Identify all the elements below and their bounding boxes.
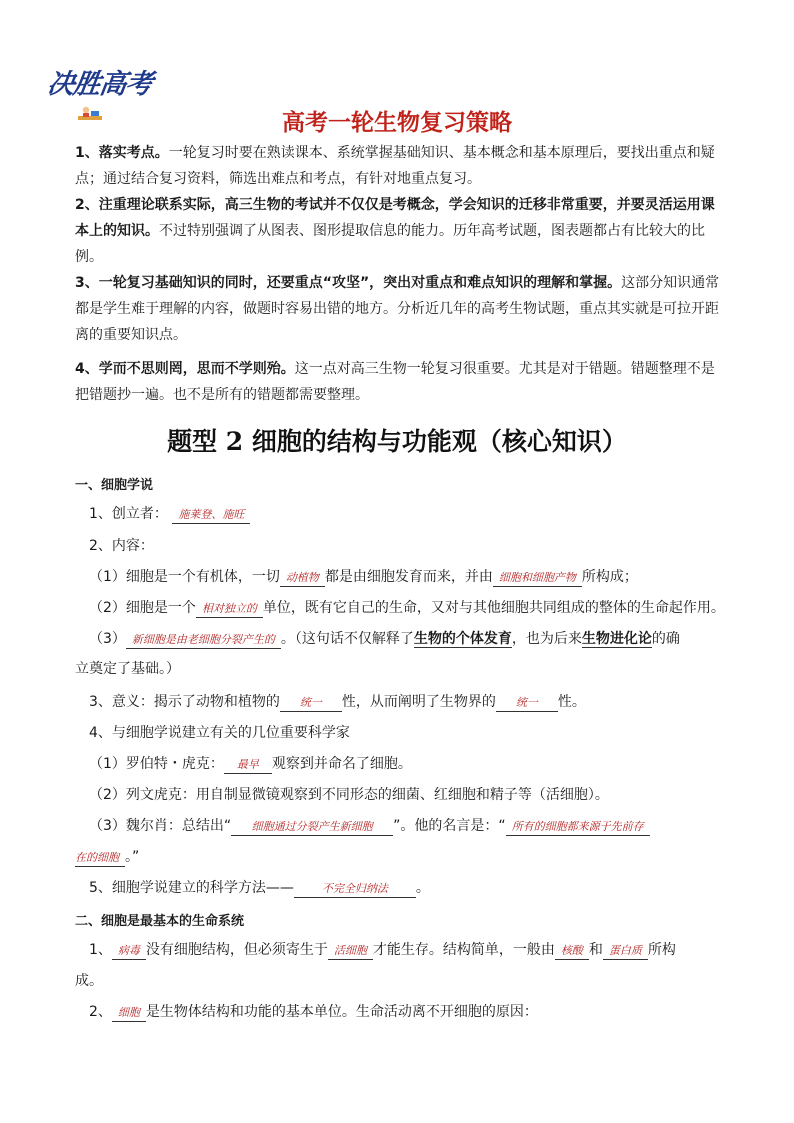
scientists-title: 4、与细胞学说建立有关的几位重要科学家: [89, 725, 350, 741]
scientist-3-cont: [75, 841, 725, 873]
founder-line: [75, 498, 739, 530]
s3-text-b: ”。他的名言是：“: [393, 818, 506, 834]
part1-heading: 一、细胞学说: [75, 478, 154, 493]
method-line: [75, 872, 739, 904]
meaning-text-c: 性。: [557, 694, 586, 710]
virus-line-cont: 成。: [75, 973, 103, 989]
c2-text-a: （2）细胞是一个: [89, 600, 196, 616]
logo-text: 决胜高考: [45, 69, 154, 100]
strategy-4-lead: 4、学而不思则罔，思而不学则殆。: [75, 361, 295, 377]
c1-text-b: 都是由细胞发育而来，并由: [324, 569, 493, 585]
s3-answer-1: 细胞通过分裂产生新细胞: [231, 819, 393, 836]
meaning-answer-2: 统一: [496, 695, 558, 712]
s1-text-b: 观察到并命名了细胞。: [271, 756, 412, 772]
strategy-3-lead: 3、一轮复习基础知识的同时，还要重点“攻坚”，突出对重点和难点知识的理解和掌握。: [75, 275, 622, 291]
c2-text-b: 单位，既有它自己的生命，又对与其他细胞共同组成的整体的生命起作用。: [262, 600, 725, 616]
strategy-1-text: 一轮复习时要在熟读课本、系统掌握基础知识、基本概念和基本原理后，要找出重点和疑点；通过结合复习资料，筛选出难点和考点，有针对地重点复习。: [75, 145, 715, 187]
strategy-2-lead: 2、注重理论联系实际，高三生物的考试并不仅仅是考概念，学会知识的迁移非常重要，并要灵活运用课本上的知识。: [75, 197, 715, 239]
basic-text-b: 是生物体结构和功能的基本单位。生命活动离不开细胞的原因：: [145, 1004, 538, 1020]
strategy-3-text: 这部分知识通常都是学生难于理解的内容，做题时容易出错的地方。分析近几年的高考生物试题，重点其实就是可拉开距离的重要知识点。: [75, 275, 720, 343]
virus-answer-3: 核酸: [555, 943, 589, 960]
c1-answer-2: 细胞和细胞产物: [493, 570, 582, 587]
strategy-2: [75, 192, 725, 270]
founder-answer: 施莱登、施旺: [172, 507, 250, 524]
c3-text-d: 的确: [651, 631, 680, 647]
basic-text-a: 2、: [89, 1004, 112, 1020]
s1-text-a: （1）罗伯特・虎克：: [89, 756, 224, 772]
c1-text-a: （1）细胞是一个有机体，一切: [89, 569, 280, 585]
s3-text-c: 。”: [125, 849, 140, 865]
meaning-line: [75, 686, 739, 718]
strategy-2-text: 不过特别强调了从图表、图形提取信息的能力。历年高考试题，图表题都占有比较大的比例。: [75, 223, 705, 265]
virus-line: [75, 934, 739, 966]
c2-answer: 相对独立的: [196, 601, 263, 618]
c1-answer-1: 动植物: [280, 570, 325, 587]
content-3-cont: 立奠定了基础。）: [75, 661, 180, 677]
virus-text-c: 才能生存。结构简单，一般由: [372, 942, 555, 958]
virus-answer-1: 病毒: [112, 943, 146, 960]
strategy-3: [75, 270, 725, 348]
method-text-b: 。: [415, 880, 430, 896]
s1-answer: 最早: [224, 757, 272, 774]
scientist-2: （2）列文虎克：用自制显微镜观察到不同形态的细菌、红细胞和精子等（活细胞）。: [89, 787, 609, 803]
content-label: 2、内容：: [89, 538, 154, 554]
c3-text-b: 。（这句话不仅解释了: [280, 631, 414, 647]
meaning-text-a: 3、意义：揭示了动物和植物的: [89, 694, 280, 710]
virus-text-a: 1、: [89, 942, 112, 958]
virus-answer-2: 活细胞: [328, 943, 373, 960]
meaning-text-b: 性，从而阐明了生物界的: [341, 694, 496, 710]
strategy-1: [75, 140, 725, 192]
method-text-a: 5、细胞学说建立的科学方法——: [89, 880, 294, 896]
virus-answer-4: 蛋白质: [603, 943, 648, 960]
basic-answer: 细胞: [112, 1005, 146, 1022]
c3-text-c: ，也为后来: [511, 631, 582, 647]
scientist-3: [75, 810, 739, 842]
strategy-1-lead: 1、落实考点。: [75, 145, 169, 161]
method-answer: 不完全归纳法: [294, 881, 416, 898]
section-title: 题型 2 细胞的结构与功能观（核心知识）: [167, 427, 627, 456]
virus-text-d: 和: [588, 942, 603, 958]
founder-label: 1、创立者：: [89, 506, 168, 522]
content-3: [75, 623, 739, 655]
virus-text-e: 所构: [647, 942, 676, 958]
s3-answer-3: 在的细胞: [75, 850, 125, 867]
cell-basic-line: [75, 996, 739, 1028]
s3-answer-2: 所有的细胞都来源于先前存: [506, 819, 650, 836]
main-title: 高考一轮生物复习策略: [282, 110, 512, 136]
c3-answer: 新细胞是由老细胞分裂产生的: [126, 632, 281, 649]
part2-heading: 二、细胞是最基本的生命系统: [75, 914, 245, 929]
c3-text-a: （3）: [89, 631, 126, 647]
c3-bold-1: 生物的个体发育: [413, 631, 512, 647]
scientist-1: [75, 748, 739, 780]
s3-text-a: （3）魏尔肖：总结出“: [89, 818, 232, 834]
content-2: [75, 592, 739, 624]
strategy-4-text: 这一点对高三生物一轮复习很重要。尤其是对于错题。错题整理不是把错题抄一遍。也不是所有的错题都需要整理。: [75, 361, 715, 403]
strategy-4: [75, 356, 725, 408]
content-1: [75, 561, 739, 593]
c1-text-c: 所构成；: [581, 569, 638, 585]
meaning-answer-1: 统一: [280, 695, 342, 712]
virus-text-b: 没有细胞结构，但必须寄生于: [145, 942, 328, 958]
c3-bold-2: 生物进化论: [581, 631, 652, 647]
